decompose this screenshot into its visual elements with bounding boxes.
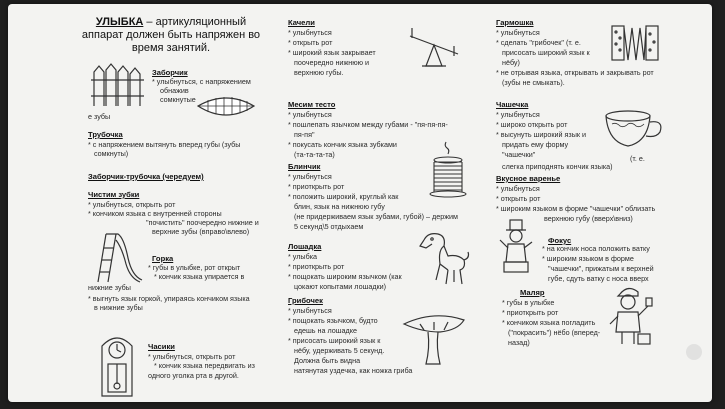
text: назад) <box>508 338 530 347</box>
mushroom-illustration <box>400 310 468 368</box>
text: слегка приподнять кончик языка) <box>502 162 613 171</box>
text: "чашечки", прижатым к верхней <box>548 264 654 273</box>
text: * широко открыть рот <box>496 120 568 129</box>
painter-illustration <box>608 284 654 346</box>
text: нёбу) <box>502 58 520 67</box>
text: (не придерживаем язык зубами, губой) – держим <box>294 212 458 221</box>
text: * на кончик носа положить ватку <box>542 244 650 253</box>
text: * улыбнуться <box>496 110 540 119</box>
text: сомкнутые <box>160 95 196 104</box>
text: верхнюю губы. <box>294 68 344 77</box>
heading-zaborchik-trubochka: Заборчик-трубочка (чередуем) <box>88 172 204 181</box>
page-title: УЛЫБКА – артикуляционный аппарат должен быть напряжен во время занятий. <box>81 16 261 54</box>
text: сомкнуты) <box>94 149 129 158</box>
text: * кончик языка передвигать из <box>154 361 255 370</box>
heading-vkusnoe-varenye: Вкусное варенье <box>496 174 561 183</box>
article-sheet <box>8 4 712 402</box>
text: (зубы не смыкать). <box>502 78 565 87</box>
text: * губы в улыбке <box>502 298 555 307</box>
text: * пошлепать язычком между губами - "пя-пя-пя- <box>288 120 448 129</box>
text: присосать широкий язык к <box>502 48 590 57</box>
heading-fokus: Фокус <box>548 236 572 245</box>
text: * положить широкий, круглый как <box>288 192 399 201</box>
text: * широким языком в форме "чашечки" облизать <box>496 204 656 213</box>
text: поочередно нижнюю и <box>294 58 370 67</box>
heading-chasiki: Часики <box>148 342 175 351</box>
text: * улыбнуться <box>288 172 332 181</box>
heading-gribochek: Грибочек <box>288 296 323 305</box>
text: * приоткрыть рот <box>288 182 345 191</box>
text: * губы в улыбке, рот открыт <box>148 263 241 272</box>
text: губе, сдуть ватку с носа вверх <box>548 274 649 283</box>
text: * приоткрыть рот <box>502 308 559 317</box>
text: * улыбнуться, открыть рот <box>88 200 176 209</box>
heading-mesim-testo: Месим тесто <box>288 100 336 109</box>
text: нёбу, удерживать 5 секунд. <box>294 346 385 355</box>
text: * кончик языка упирается в <box>154 272 245 281</box>
text: * кончиком языка с внутренней стороны <box>88 209 222 218</box>
magician-illustration <box>496 218 538 274</box>
text: пя-пя" <box>294 130 315 139</box>
text: * приоткрыть рот <box>288 262 345 271</box>
text: * улыбнуться <box>288 306 332 315</box>
pancakes-illustration <box>428 140 468 198</box>
text: ("покрасить") нёбо (вперед- <box>508 328 601 337</box>
text: * покусать кончик языка зубками <box>288 140 397 149</box>
text: в нижние зубы <box>94 303 143 312</box>
text: * открыть рот <box>288 38 333 47</box>
text: е зубы <box>88 112 111 121</box>
heading-chashechka: Чашечка <box>496 100 529 109</box>
text: * улыбнуться <box>496 184 540 193</box>
heading-chistim-zubki: Чистим зубки <box>88 190 140 199</box>
cup-illustration <box>602 108 666 152</box>
text: * пощокать язычком, будто <box>288 316 378 325</box>
fence-illustration <box>90 62 146 108</box>
seesaw-illustration <box>406 18 462 68</box>
text: * кончиком языка погладить <box>502 318 596 327</box>
text: * присосать широкий язык к <box>288 336 381 345</box>
text: 5 секунд\5 отдыхаем <box>294 222 364 231</box>
text: едешь на лошадке <box>294 326 357 335</box>
text: "чашечки" <box>502 150 536 159</box>
text: * улыбнуться, открыть рот <box>148 352 236 361</box>
text: * улыбнуться <box>288 110 332 119</box>
text: нижние зубы <box>88 283 131 292</box>
text: "почистить" поочередно нижние и <box>146 218 259 227</box>
teeth-smile-illustration <box>196 92 256 122</box>
text: обнажив <box>160 86 189 95</box>
text: Должна быть видна <box>294 356 361 365</box>
accordion-illustration <box>610 20 660 66</box>
text: цокают копытами лошадки) <box>294 282 387 291</box>
heading-blinchik: Блинчик <box>288 162 321 171</box>
text: верхнюю губу (вверх\вниз) <box>544 214 633 223</box>
scroll-button[interactable] <box>686 344 702 360</box>
horse-illustration <box>418 230 470 286</box>
text: * улыбнуться <box>496 28 540 37</box>
text: * улыбнуться <box>288 28 332 37</box>
heading-kacheli: Качели <box>288 18 315 27</box>
text: * пощокать широким язычком (как <box>288 272 402 281</box>
text: натянутая уздечка, как ножка гриба <box>294 366 413 375</box>
text: верхние зубы (вправо\влево) <box>152 227 250 236</box>
heading-zaborchik: Заборчик <box>152 68 188 77</box>
text: * широким языком в форме <box>542 254 634 263</box>
text: * сделать "грибочек" (т. е. <box>496 38 581 47</box>
text: * с напряжением вытянуть вперед губы (зубы <box>88 140 241 149</box>
text: * высунуть широкий язык и <box>496 130 587 139</box>
clock-illustration <box>98 330 136 398</box>
text: * не отрывая языка, открывать и закрывать рот <box>496 68 654 77</box>
text: * открыть рот <box>496 194 541 203</box>
text: блин, язык на нижнюю губу <box>294 202 385 211</box>
text: придать ему форму <box>502 140 569 149</box>
text: * выгнуть язык горкой, упираясь кончиком языка <box>88 294 250 303</box>
heading-garmoshka: Гармошка <box>496 18 534 27</box>
text: * улыбнуться, с напряжением <box>152 77 251 86</box>
text: * улыбка <box>288 252 318 261</box>
heading-gorka: Горка <box>152 254 174 263</box>
heading-malyar: Маляр <box>520 288 545 297</box>
text: (та-та-та-та) <box>294 150 335 159</box>
text: (т. е. <box>630 154 645 163</box>
heading-loshadka: Лошадка <box>288 242 322 251</box>
text: * широкий язык закрывает <box>288 48 376 57</box>
text: одного уголка рта в другой. <box>148 371 239 380</box>
heading-trubochka: Трубочка <box>88 130 123 139</box>
slide-illustration <box>92 228 144 284</box>
